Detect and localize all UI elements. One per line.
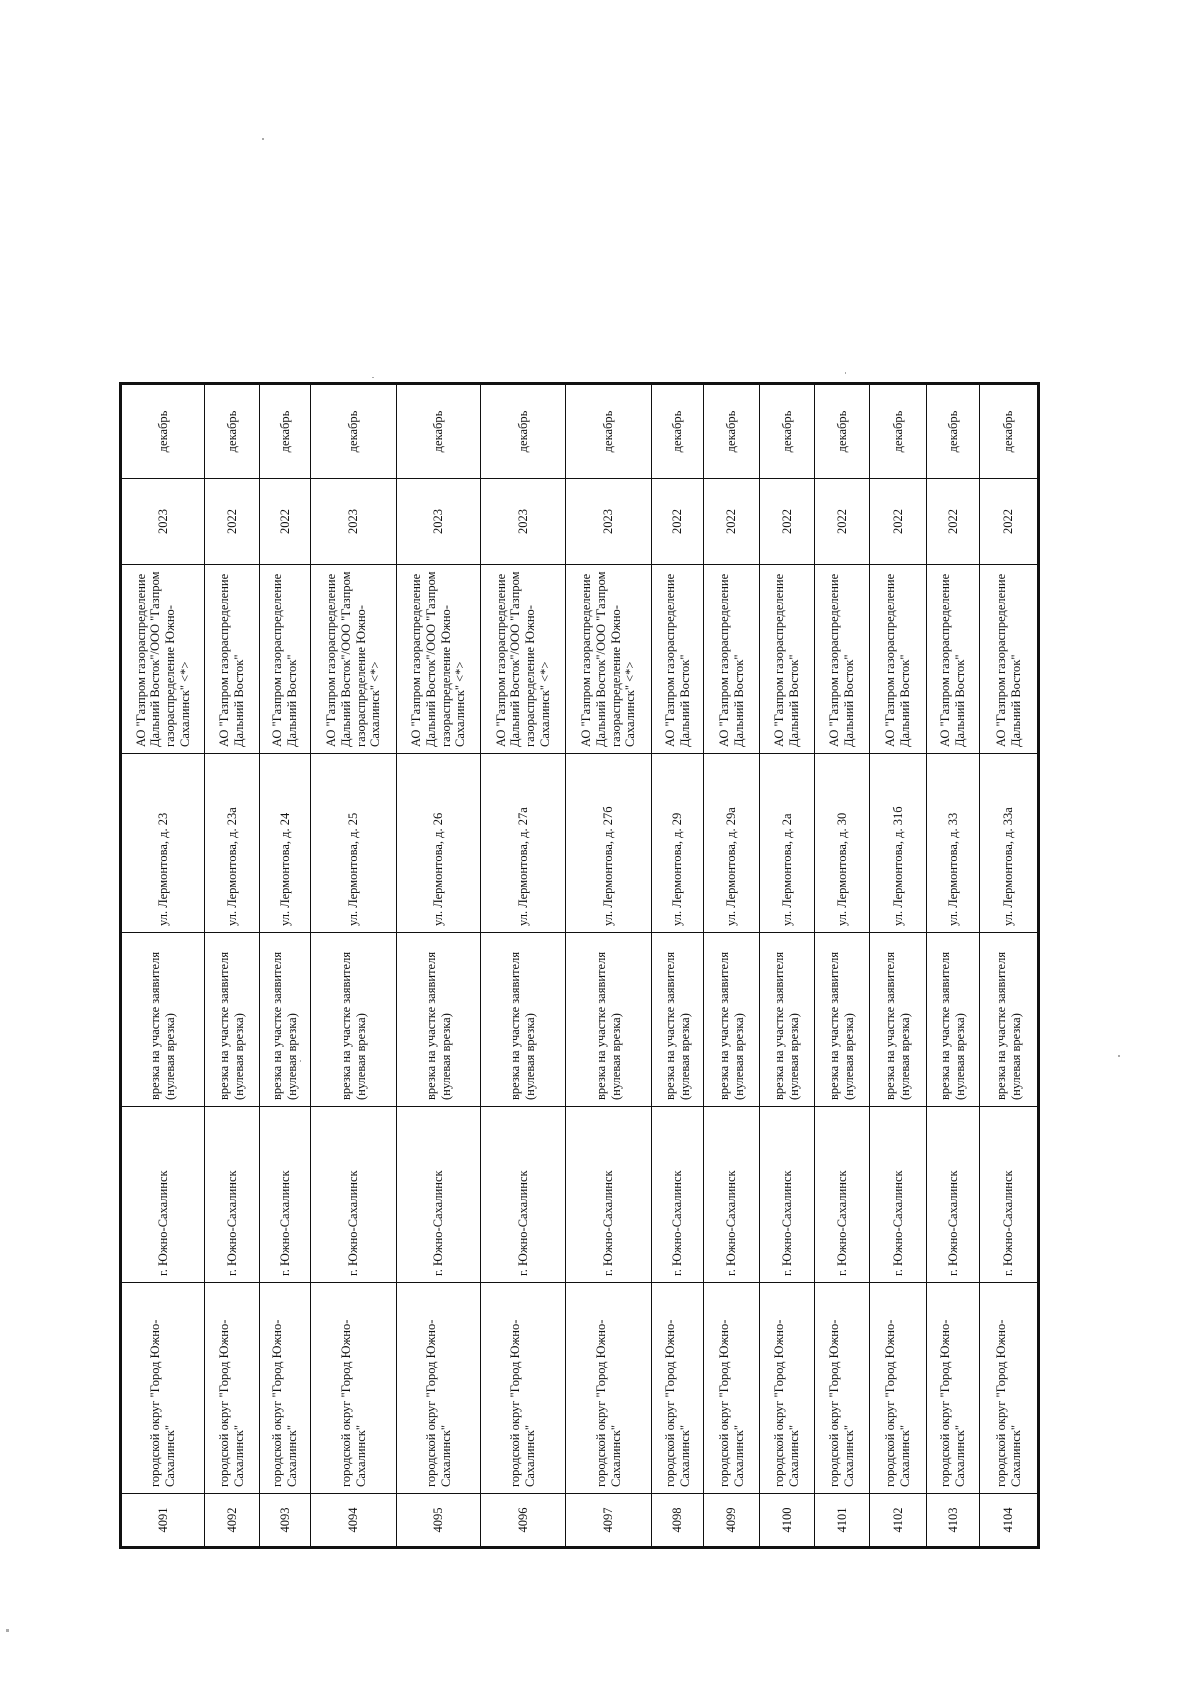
- gas-distribution-org: АО "Газпром газораспределение Дальний Восток": [927, 565, 980, 754]
- gas-distribution-org: АО "Газпром газораспределение Дальний Восток"/ООО "Газпром газораспределение Южно-Сахалинск" <*>: [311, 565, 397, 754]
- table-row: [397, 384, 481, 1548]
- row-number: 4093: [260, 1494, 311, 1548]
- scan-speck: [6, 1629, 9, 1632]
- row-number: 4100: [760, 1494, 815, 1548]
- address: ул. Лермонтова, д. 33: [927, 754, 980, 933]
- gas-distribution-org: АО "Газпром газораспределение Дальний Восток": [260, 565, 311, 754]
- settlement: г. Южно-Сахалинск: [980, 1107, 1039, 1283]
- year: 2022: [815, 479, 870, 565]
- year: 2022: [260, 479, 311, 565]
- row-number: 4091: [121, 1494, 205, 1548]
- row-number: 4099: [704, 1494, 760, 1548]
- table-row: [704, 384, 760, 1548]
- gasification-schedule-table: [119, 382, 1040, 1549]
- rotated-table-wrapper: [119, 385, 1037, 1549]
- municipal-district: городской округ "Город Южно-Сахалинск": [121, 1283, 205, 1494]
- settlement: г. Южно-Сахалинск: [927, 1107, 980, 1283]
- address: ул. Лермонтова, д. 29а: [704, 754, 760, 933]
- month: декабрь: [397, 384, 481, 479]
- table-row: [815, 384, 870, 1548]
- month: декабрь: [566, 384, 652, 479]
- municipal-district: городской округ "Город Южно-Сахалинск": [397, 1283, 481, 1494]
- work-type: врезка на участке заявителя (нулевая врезка): [205, 933, 260, 1107]
- work-type: врезка на участке заявителя (нулевая врезка): [260, 933, 311, 1107]
- settlement: г. Южно-Сахалинск: [481, 1107, 566, 1283]
- work-type: врезка на участке заявителя (нулевая врезка): [652, 933, 704, 1107]
- table-row: [311, 384, 397, 1548]
- row-number: 4092: [205, 1494, 260, 1548]
- month: декабрь: [652, 384, 704, 479]
- month: декабрь: [980, 384, 1039, 479]
- address: ул. Лермонтова, д. 31б: [870, 754, 927, 933]
- work-type: врезка на участке заявителя (нулевая врезка): [870, 933, 927, 1107]
- address: ул. Лермонтова, д. 33а: [980, 754, 1039, 933]
- year: 2022: [927, 479, 980, 565]
- address: ул. Лермонтова, д. 2а: [760, 754, 815, 933]
- municipal-district: городской округ "Город Южно-Сахалинск": [566, 1283, 652, 1494]
- address: ул. Лермонтова, д. 24: [260, 754, 311, 933]
- settlement: г. Южно-Сахалинск: [652, 1107, 704, 1283]
- year: 2023: [566, 479, 652, 565]
- gas-distribution-org: АО "Газпром газораспределение Дальний Восток": [760, 565, 815, 754]
- year: 2023: [481, 479, 566, 565]
- table-row: [205, 384, 260, 1548]
- year: 2022: [704, 479, 760, 565]
- year: 2023: [397, 479, 481, 565]
- work-type: врезка на участке заявителя (нулевая врезка): [311, 933, 397, 1107]
- settlement: г. Южно-Сахалинск: [566, 1107, 652, 1283]
- gas-distribution-org: АО "Газпром газораспределение Дальний Восток": [870, 565, 927, 754]
- work-type: врезка на участке заявителя (нулевая врезка): [397, 933, 481, 1107]
- address: ул. Лермонтова, д. 26: [397, 754, 481, 933]
- table-row: [870, 384, 927, 1548]
- month: декабрь: [481, 384, 566, 479]
- gas-distribution-org: АО "Газпром газораспределение Дальний Восток": [205, 565, 260, 754]
- gas-distribution-org: АО "Газпром газораспределение Дальний Восток": [815, 565, 870, 754]
- table-row: [927, 384, 980, 1548]
- table-row: [121, 384, 205, 1548]
- settlement: г. Южно-Сахалинск: [311, 1107, 397, 1283]
- work-type: врезка на участке заявителя (нулевая врезка): [815, 933, 870, 1107]
- municipal-district: городской округ "Город Южно-Сахалинск": [815, 1283, 870, 1494]
- month: декабрь: [121, 384, 205, 479]
- month: декабрь: [815, 384, 870, 479]
- table-row: [980, 384, 1039, 1548]
- municipal-district: городской округ "Город Южно-Сахалинск": [652, 1283, 704, 1494]
- year: 2022: [980, 479, 1039, 565]
- table-body: [121, 384, 1039, 1548]
- address: ул. Лермонтова, д. 23а: [205, 754, 260, 933]
- row-number: 4096: [481, 1494, 566, 1548]
- address: ул. Лермонтова, д. 23: [121, 754, 205, 933]
- month: декабрь: [760, 384, 815, 479]
- month: декабрь: [870, 384, 927, 479]
- table-row: [260, 384, 311, 1548]
- month: декабрь: [205, 384, 260, 479]
- year: 2023: [121, 479, 205, 565]
- address: ул. Лермонтова, д. 25: [311, 754, 397, 933]
- gas-distribution-org: АО "Газпром газораспределение Дальний Восток"/ООО "Газпром газораспределение Южно-Сахалинск" <*>: [566, 565, 652, 754]
- municipal-district: городской округ "Город Южно-Сахалинск": [760, 1283, 815, 1494]
- municipal-district: городской округ "Город Южно-Сахалинск": [927, 1283, 980, 1494]
- work-type: врезка на участке заявителя (нулевая врезка): [927, 933, 980, 1107]
- table-row: [481, 384, 566, 1548]
- gas-distribution-org: АО "Газпром газораспределение Дальний Восток": [704, 565, 760, 754]
- address: ул. Лермонтова, д. 27а: [481, 754, 566, 933]
- gas-distribution-org: АО "Газпром газораспределение Дальний Восток"/ООО "Газпром газораспределение Южно-Сахалинск" <*>: [397, 565, 481, 754]
- municipal-district: городской округ "Город Южно-Сахалинск": [481, 1283, 566, 1494]
- settlement: г. Южно-Сахалинск: [704, 1107, 760, 1283]
- gas-distribution-org: АО "Газпром газораспределение Дальний Восток": [652, 565, 704, 754]
- table-row: [652, 384, 704, 1548]
- row-number: 4097: [566, 1494, 652, 1548]
- gas-distribution-org: АО "Газпром газораспределение Дальний Восток": [980, 565, 1039, 754]
- year: 2023: [311, 479, 397, 565]
- row-number: 4102: [870, 1494, 927, 1548]
- settlement: г. Южно-Сахалинск: [260, 1107, 311, 1283]
- scan-speck: [262, 138, 264, 140]
- gas-distribution-org: АО "Газпром газораспределение Дальний Восток"/ООО "Газпром газораспределение Южно-Сахалинск" <*>: [481, 565, 566, 754]
- work-type: врезка на участке заявителя (нулевая врезка): [704, 933, 760, 1107]
- table-row: [760, 384, 815, 1548]
- scan-speck: [1118, 1055, 1120, 1057]
- row-number: 4104: [980, 1494, 1039, 1548]
- municipal-district: городской округ "Город Южно-Сахалинск": [870, 1283, 927, 1494]
- year: 2022: [652, 479, 704, 565]
- work-type: врезка на участке заявителя (нулевая врезка): [481, 933, 566, 1107]
- month: декабрь: [704, 384, 760, 479]
- work-type: врезка на участке заявителя (нулевая врезка): [980, 933, 1039, 1107]
- year: 2022: [870, 479, 927, 565]
- gas-distribution-org: АО "Газпром газораспределение Дальний Восток"/ООО "Газпром газораспределение Южно-Сахалинск" <*>: [121, 565, 205, 754]
- year: 2022: [205, 479, 260, 565]
- row-number: 4103: [927, 1494, 980, 1548]
- work-type: врезка на участке заявителя (нулевая врезка): [566, 933, 652, 1107]
- row-number: 4094: [311, 1494, 397, 1548]
- address: ул. Лермонтова, д. 27б: [566, 754, 652, 933]
- scan-speck: [845, 372, 846, 374]
- settlement: г. Южно-Сахалинск: [121, 1107, 205, 1283]
- settlement: г. Южно-Сахалинск: [815, 1107, 870, 1283]
- table-row: [566, 384, 652, 1548]
- month: декабрь: [311, 384, 397, 479]
- municipal-district: городской округ "Город Южно-Сахалинск": [260, 1283, 311, 1494]
- municipal-district: городской округ "Город Южно-Сахалинск": [311, 1283, 397, 1494]
- municipal-district: городской округ "Город Южно-Сахалинск": [205, 1283, 260, 1494]
- settlement: г. Южно-Сахалинск: [205, 1107, 260, 1283]
- work-type: врезка на участке заявителя (нулевая врезка): [121, 933, 205, 1107]
- settlement: г. Южно-Сахалинск: [760, 1107, 815, 1283]
- settlement: г. Южно-Сахалинск: [397, 1107, 481, 1283]
- row-number: 4098: [652, 1494, 704, 1548]
- settlement: г. Южно-Сахалинск: [870, 1107, 927, 1283]
- scan-speck: [372, 377, 374, 378]
- month: декабрь: [927, 384, 980, 479]
- row-number: 4101: [815, 1494, 870, 1548]
- address: ул. Лермонтова, д. 30: [815, 754, 870, 933]
- month: декабрь: [260, 384, 311, 479]
- work-type: врезка на участке заявителя (нулевая врезка): [760, 933, 815, 1107]
- municipal-district: городской округ "Город Южно-Сахалинск": [704, 1283, 760, 1494]
- year: 2022: [760, 479, 815, 565]
- row-number: 4095: [397, 1494, 481, 1548]
- municipal-district: городской округ "Город Южно-Сахалинск": [980, 1283, 1039, 1494]
- address: ул. Лермонтова, д. 29: [652, 754, 704, 933]
